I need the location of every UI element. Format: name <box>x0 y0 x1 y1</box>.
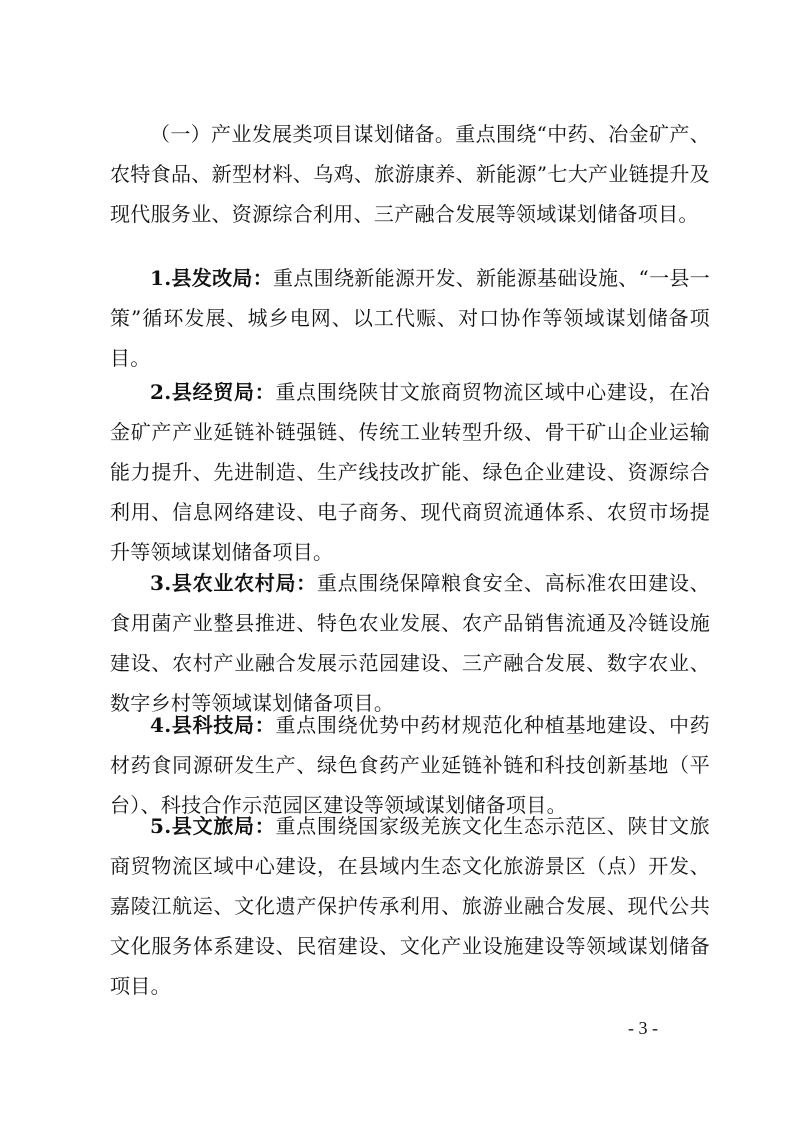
paragraph-text: 重点围绕新能源开发、新能源基础设施、“一县一策”循环发展、城乡电网、以工代赈、对口协作等领域谋划储备项目。 <box>110 266 711 370</box>
paragraph-heading: 2.县经贸局： <box>150 380 276 404</box>
paragraph-text: 重点围绕国家级羌族文化生态示范区、陕甘文旅商贸物流区域中心建设，在县域内生态文化旅游景区（点）开发、嘉陵江航运、文化遗产保护传承利用、旅游业融合发展、现代公共文化服务体系建设、民宿建设、文化产业设施建设等领域谋划储备项目。 <box>110 814 710 998</box>
paragraph-industry-development <box>110 114 710 234</box>
paragraph-heading: 1.县发改局： <box>150 266 274 290</box>
paragraph-heading: 4.县科技局： <box>150 713 276 737</box>
paragraph-heading: 3.县农业农村局： <box>150 571 317 595</box>
paragraph-text: 重点围绕保障粮食安全、高标准农田建设、食用菌产业整县推进、特色农业发展、农产品销售流通及冷链设施建设、农村产业融合发展示范园建设、三产融合发展、数字农业、数字乡村等领域谋划储备项目。 <box>110 571 710 715</box>
paragraph-development-reform-bureau <box>110 258 710 378</box>
paragraph-agriculture-bureau <box>110 563 710 723</box>
paragraph-culture-tourism-bureau <box>110 806 710 1006</box>
paragraph-economy-trade-bureau <box>110 372 710 572</box>
paragraph-heading: 5.县文旅局： <box>150 814 276 838</box>
paragraph-text: （一）产业发展类项目谋划储备。重点围绕“中药、冶金矿产、农特食品、新型材料、乌鸡、旅游康养、新能源”七大产业链提升及现代服务业、资源综合利用、三产融合发展等领域谋划储备项目。 <box>110 122 710 226</box>
page-number: - 3 - <box>628 1018 658 1038</box>
paragraph-text: 重点围绕陕甘文旅商贸物流区域中心建设，在冶金矿产产业延链补链强链、传统工业转型升级、骨干矿山企业运输能力提升、先进制造、生产线技改扩能、绿色企业建设、资源综合利用、信息网络建设、电子商务、现代商贸流通体系、农贸市场提升等领域谋划储备项目。 <box>110 380 710 564</box>
paragraph-text: 重点围绕优势中药材规范化种植基地建设、中药材药食同源研发生产、绿色食药产业延链补链和科技创新基地（平台）、科技合作示范园区建设等领域谋划储备项目。 <box>110 713 710 817</box>
